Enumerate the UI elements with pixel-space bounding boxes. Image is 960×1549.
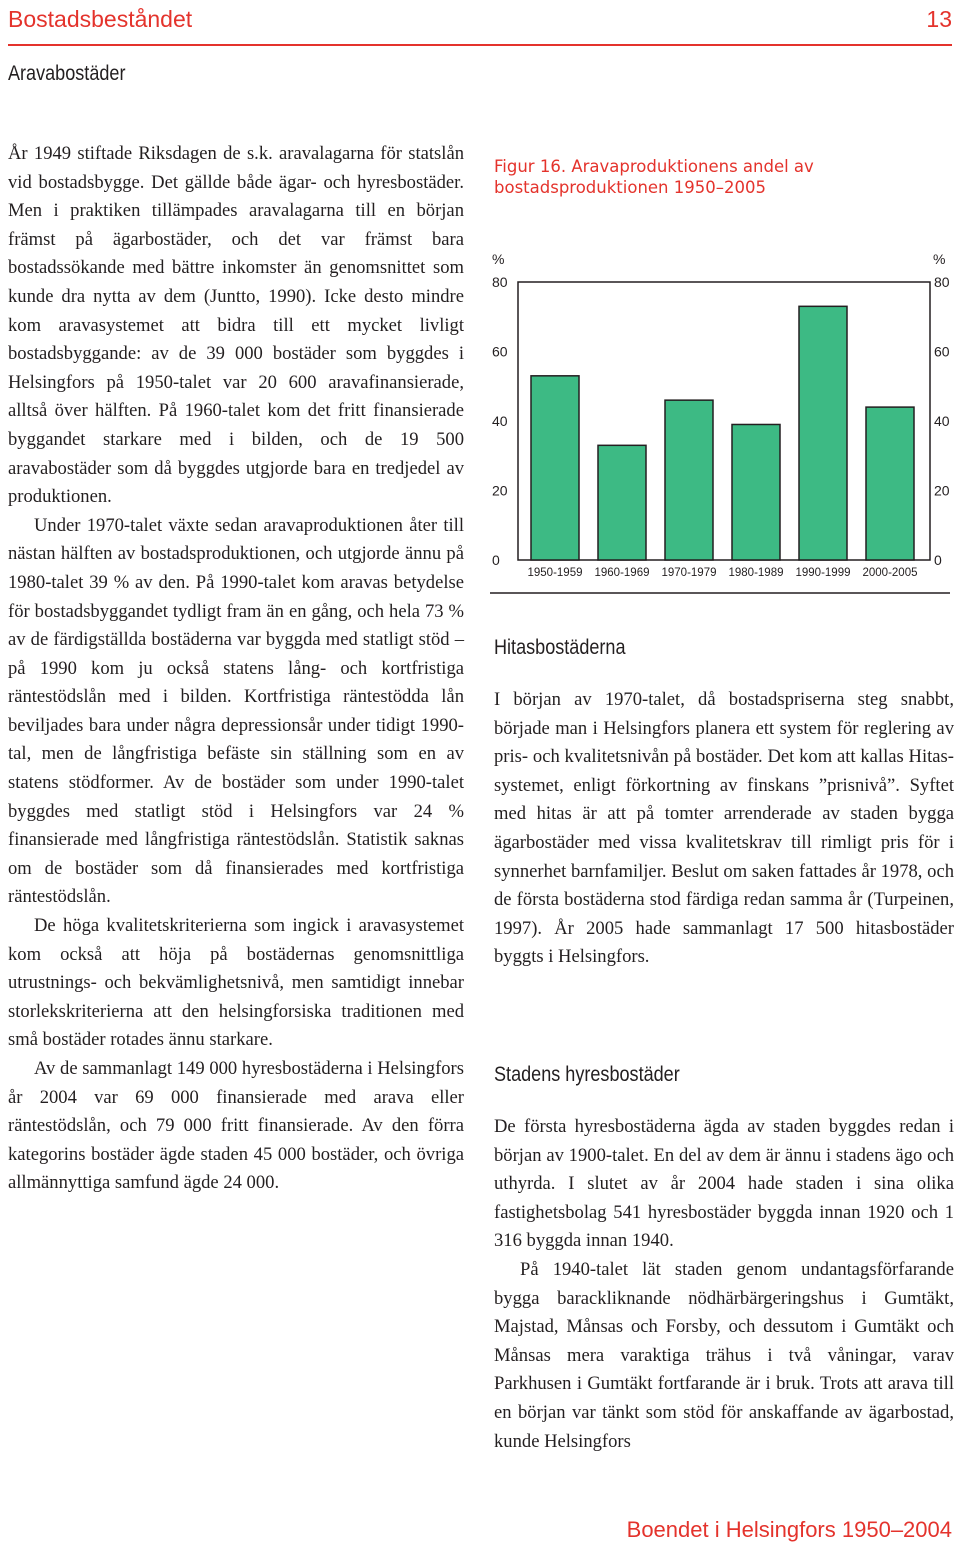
y-tick-label-left: 40 bbox=[492, 413, 508, 429]
bar-chart bbox=[480, 240, 960, 610]
y-tick-label-left: 0 bbox=[492, 552, 500, 568]
bar bbox=[531, 376, 579, 560]
figure-title-line-1: Figur 16. Aravaproduktionens andel av bbox=[494, 157, 814, 176]
paragraph: År 1949 stiftade Riksdagen de s.k. aravalagarna för statslån vid bostadsbygge. Det gällde både ägar- och hyresbostäder. Men i praktiken tillämpades aravalagarna till en början främst på ägarbostäder, och det var främst bara bostadssökande med bättre inkomster än genomsnittet som kunde dra nytta av dem (Juntto, 1990). Icke desto mindre kom aravasystemet att bidra till ett mycket livligt bostadsbyggande: av de 39 000 bostäder som byggdes i Helsingfors på 1950-talet var 20 600 aravafinansierade, alltså över hälften. På 1960-talet kom det fritt finansierade byggandet starkare med i bilden, och de 19 500 aravabostäder som då byggdes utgjorde bara en tredjedel av produktionen. bbox=[8, 143, 464, 508]
paragraph: I början av 1970-talet, då bostadspriserna steg snabbt, började man i Helsingfors planera ett system för reglering av pris- och kvalitetsnivån på bostäder. Det kom att kallas Hitas-systemet, enligt förkortning av finskans ”prisnivå”. Syftet med hitas är att på tomter arrenderade av staden bygga ägarbostäder med vissa kvalitetskrav till rimligt pris för i synnerhet barnfamiljer. Beslut om saken fattades år 1978, och de första bostäderna stod färdiga redan samma år (Turpeinen, 1997). År 2005 hade sammanlagt 17 500 hitasbostäder byggts i Helsingfors. bbox=[494, 689, 954, 968]
y-axis-unit-right: % bbox=[933, 251, 946, 267]
x-tick-label: 1960-1969 bbox=[594, 567, 650, 579]
x-tick-label: 1980-1989 bbox=[728, 567, 784, 579]
paragraph: På 1940-talet lät staden genom undantagsförfarande bygga barackliknande nödhärbärgeringshus i Gumtäkt, Majstad, Månsas och Forsby, och dessutom i Gumtäkt och Månsas mera varaktiga trähus i två våningar, varav Parkhusen i Gumtäkt fortfarande är i bruk. Trots att arava till en början var tänkt som stöd för anskaffande av ägarbostad, kunde Helsingfors bbox=[494, 1258, 954, 1452]
figure-title bbox=[494, 156, 954, 198]
header-title: Bostadsbeståndet bbox=[8, 6, 193, 32]
header-rule bbox=[8, 44, 952, 46]
page-number: 13 bbox=[926, 6, 952, 32]
paragraph: Av de sammanlagt 149 000 hyresbostäderna i Helsingfors år 2004 var 69 000 finansierade med arava eller räntestödslån, och 79 000 fritt finansierade. Av den förra kategorins bostäder ägde staden 45 000 bostäder, och övriga allmännyttiga samfund ägde 24 000. bbox=[8, 1058, 464, 1194]
figure-title-line-2: bostadsproduktionen 1950–2005 bbox=[494, 178, 766, 197]
section-heading-hitas: Hitasbostäderna bbox=[494, 636, 626, 659]
y-tick-label-left: 80 bbox=[492, 274, 508, 290]
y-tick-label-right: 80 bbox=[934, 274, 950, 290]
y-tick-label-right: 0 bbox=[934, 552, 942, 568]
section-heading-stadens: Stadens hyresbostäder bbox=[494, 1063, 680, 1086]
right-column-stadens bbox=[494, 1113, 954, 1456]
bar bbox=[732, 424, 780, 560]
y-axis-unit-left: % bbox=[492, 251, 505, 267]
paragraph: Under 1970-talet växte sedan aravaproduktionen åter till nästan hälften av bostadsproduktionen, och utgjorde ännu på 1980-talet 39 % av den. På 1990-talet kom aravas betydelse för bostadsbyggandet tydligt fram än en gång, och hela 73 % av de färdigställda bostäderna var byggda med statligt stöd – på 1990 kom ju också statens lång- och kortfristiga räntestödslån med i bilden. Kortfristiga räntestödda lån beviljades bara under några depressionsår under tidigt 1990-tal, men de långfristiga befäste sin ställning som en av statens stödformer. Av de bostäder som under 1990-talet byggdes med statligt stöd i Helsingfors var 24 % finansierade med långfristiga räntestödslån. Statistik saknas om de bostäder som då finansierades med kortfristiga räntestödslån. bbox=[8, 514, 464, 908]
bar bbox=[665, 400, 713, 560]
y-tick-label-right: 40 bbox=[934, 413, 950, 429]
x-tick-label: 1990-1999 bbox=[795, 567, 851, 579]
left-column bbox=[8, 140, 464, 1198]
y-tick-label-left: 60 bbox=[492, 343, 508, 360]
y-tick-label-left: 20 bbox=[492, 482, 508, 499]
right-column-hitas bbox=[494, 686, 954, 972]
y-tick-label-right: 60 bbox=[934, 343, 950, 360]
footer-title: Boendet i Helsingfors 1950–2004 bbox=[626, 1517, 952, 1542]
paragraph: De första hyresbostäderna ägda av staden byggdes redan i början av 1900-talet. En del av dem är ännu i stadens ägo och uthyrda. I slutet av år 2004 hade staden i sina olika fastighetsbolag 541 hyresbostäder byggda innan 1920 och 1 316 byggda innan 1940. bbox=[494, 1116, 954, 1252]
y-tick-label-right: 20 bbox=[934, 482, 950, 499]
bar bbox=[799, 306, 847, 560]
bar bbox=[598, 445, 646, 560]
x-tick-label: 2000-2005 bbox=[862, 567, 918, 579]
bar bbox=[866, 407, 914, 560]
x-tick-label: 1970-1979 bbox=[661, 567, 717, 579]
section-heading-arava: Aravabostäder bbox=[8, 62, 126, 85]
x-tick-label: 1950-1959 bbox=[527, 567, 583, 579]
paragraph: De höga kvalitetskriterierna som ingick i aravasystemet kom också att höja på bostädernas genomsnittliga utrustnings- och bekvämlighetsnivå, men samtidigt innebar storlekskriterierna att den helsingforsiska traditionen med små bostäder rotades ännu starkare. bbox=[8, 915, 464, 1051]
